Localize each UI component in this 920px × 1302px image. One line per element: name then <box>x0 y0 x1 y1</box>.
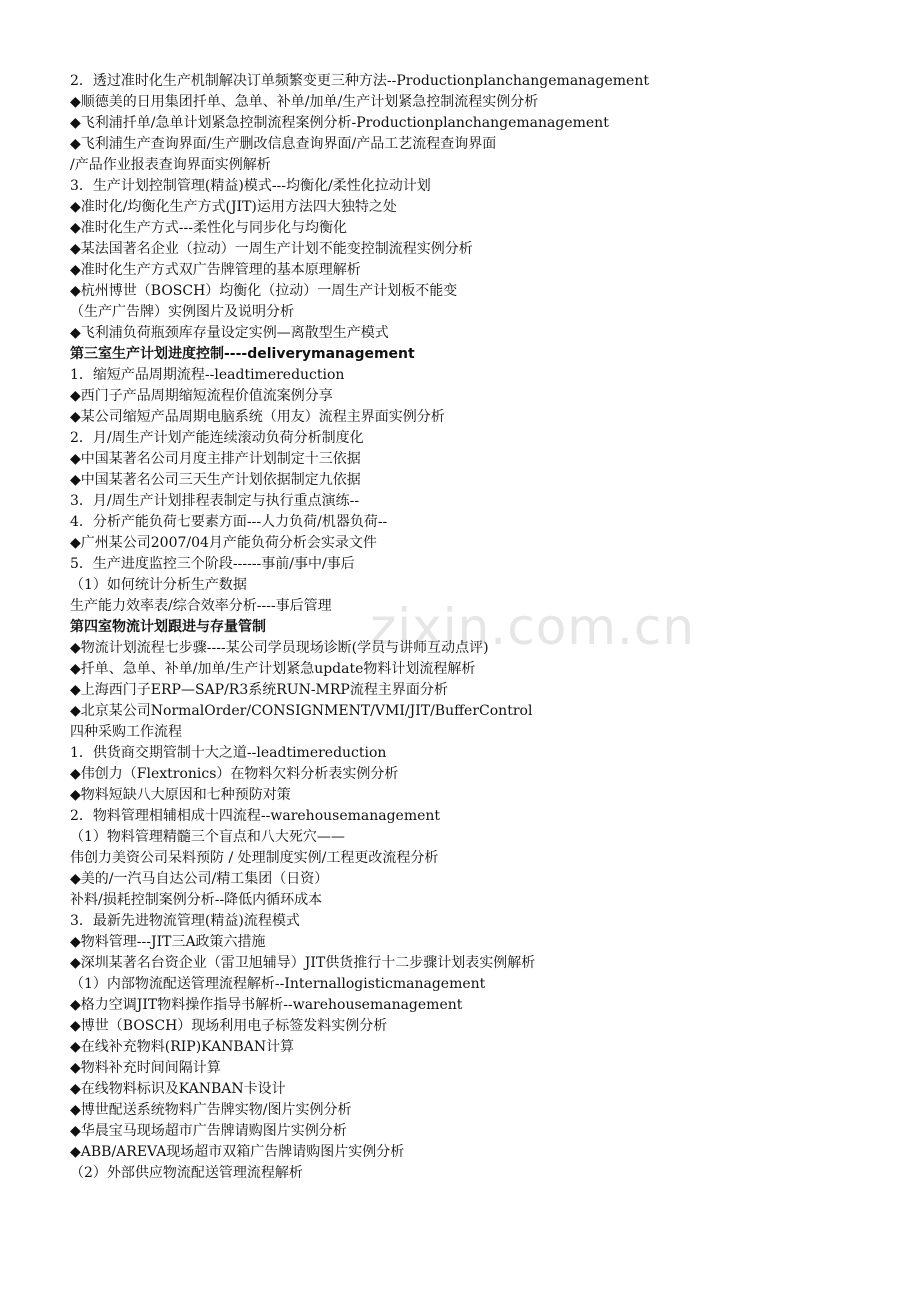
text-line: （1）物料管理精髓三个盲点和八大死穴—— <box>70 829 345 845</box>
text-line: 1．供货商交期管制十大之道--leadtimereduction <box>70 745 387 761</box>
text-line: ◆物料管理---JIT三A政策六措施 <box>70 934 266 950</box>
text-line: ◆准时化生产方式---柔性化与同步化与均衡化 <box>70 220 347 236</box>
text-line: ◆伟创力（Flextronics）在物料欠料分析表实例分析 <box>70 766 399 782</box>
text-line: ◆扦单、急单、补单/加单/生产计划紧急update物料计划流程解析 <box>70 661 476 677</box>
text-line: ◆飞利浦扦单/急单计划紧急控制流程案例分析-Productionplanchangemanagement <box>70 115 609 131</box>
text-line: ◆准时化生产方式双广告牌管理的基本原理解析 <box>70 262 361 278</box>
watermark: zixin.com.cn <box>370 598 696 656</box>
text-line: ◆物流计划流程七步骤----某公司学员现场诊断(学员与讲师互动点评) <box>70 640 489 656</box>
text-line: ◆上海西门子ERP—SAP/R3系统RUN-MRP流程主界面分析 <box>70 682 448 698</box>
text-line: ◆华晨宝马现场超市广告牌请购图片实例分析 <box>70 1123 347 1139</box>
text-line: ◆准时化/均衡化生产方式(JIT)运用方法四大独特之处 <box>70 199 397 215</box>
text-line: ◆博世（BOSCH）现场利用电子标签发料实例分析 <box>70 1018 388 1034</box>
section-heading: 第四室物流计划跟进与存量管制 <box>70 619 266 635</box>
section-heading: 第三室生产计划进度控制----deliverymanagement <box>70 346 415 362</box>
text-line: ◆在线物料标识及KANBAN卡设计 <box>70 1081 286 1097</box>
text-line: ◆北京某公司NormalOrder/CONSIGNMENT/VMI/JIT/BufferControl <box>70 703 533 719</box>
text-line: ◆中国某著名公司三天生产计划依据制定九依据 <box>70 472 361 488</box>
text-line: （1）内部物流配送管理流程解析--Internallogisticmanagement <box>70 976 486 992</box>
text-line: 3．最新先进物流管理(精益)流程模式 <box>70 913 300 929</box>
text-line: 2．月/周生产计划产能连续滚动负荷分析制度化 <box>70 430 364 446</box>
text-line: /产品作业报表查询界面实例解析 <box>70 157 271 173</box>
text-line: ◆美的/一汽马自达公司/精工集团（日资） <box>70 871 329 887</box>
text-line: 四种采购工作流程 <box>70 724 182 740</box>
document-body <box>70 71 870 1184</box>
text-line: ◆飞利浦负荷瓶颈库存量设定实例—离散型生产模式 <box>70 325 389 341</box>
text-line: 3．生产计划控制管理(精益)模式---均衡化/柔性化拉动计划 <box>70 178 431 194</box>
text-line: ◆物料短缺八大原因和七种预防对策 <box>70 787 291 803</box>
text-line: ◆飞利浦生产查询界面/生产删改信息查询界面/产品工艺流程查询界面 <box>70 136 497 152</box>
text-line: ◆某公司缩短产品周期电脑系统（用友）流程主界面实例分析 <box>70 409 445 425</box>
text-line: 5．生产进度监控三个阶段------事前/事中/事后 <box>70 556 355 572</box>
text-line: ◆格力空调JIT物料操作指导书解析--warehousemanagement <box>70 997 463 1013</box>
text-line: （1）如何统计分析生产数据 <box>70 577 247 593</box>
text-line: ◆广州某公司2007/04月产能负荷分析会实录文件 <box>70 535 377 551</box>
text-line: ◆物料补充时间间隔计算 <box>70 1060 221 1076</box>
text-line: ◆某法国著名企业（拉动）一周生产计划不能变控制流程实例分析 <box>70 241 473 257</box>
text-line: 2．透过准时化生产机制解决订单频繁变更三种方法--Productionplanchangemanagement <box>70 73 649 89</box>
text-line: ◆顺德美的日用集团扦单、急单、补单/加单/生产计划紧急控制流程实例分析 <box>70 94 539 110</box>
text-line: ◆博世配送系统物料广告牌实物/图片实例分析 <box>70 1102 352 1118</box>
text-line: ◆中国某著名公司月度主排产计划制定十三依据 <box>70 451 361 467</box>
text-line: 1．缩短产品周期流程--leadtimereduction <box>70 367 345 383</box>
text-line: （生产广告牌）实例图片及说明分析 <box>70 304 294 320</box>
text-line: （2）外部供应物流配送管理流程解析 <box>70 1165 303 1181</box>
text-line: 3．月/周生产计划排程表制定与执行重点演练-- <box>70 493 360 509</box>
text-line: 生产能力效率表/综合效率分析----事后管理 <box>70 598 332 614</box>
text-line: 2．物料管理相辅相成十四流程--warehousemanagement <box>70 808 441 824</box>
text-line: 补料/损耗控制案例分析--降低内循环成本 <box>70 892 323 908</box>
text-line: 伟创力美资公司呆料预防 / 处理制度实例/工程更改流程分析 <box>70 850 439 866</box>
text-line: ◆在线补充物料(RIP)KANBAN计算 <box>70 1039 295 1055</box>
text-line: ◆杭州博世（BOSCH）均衡化（拉动）一周生产计划板不能变 <box>70 283 458 299</box>
text-line: 4．分析产能负荷七要素方面---人力负荷/机器负荷-- <box>70 514 388 530</box>
text-line: ◆深圳某著名台资企业（雷卫旭辅导）JIT供货推行十二步骤计划表实例解析 <box>70 955 536 971</box>
text-line: ◆ABB/AREVA现场超市双箱广告牌请购图片实例分析 <box>70 1144 405 1160</box>
text-line: ◆西门子产品周期缩短流程价值流案例分享 <box>70 388 333 404</box>
